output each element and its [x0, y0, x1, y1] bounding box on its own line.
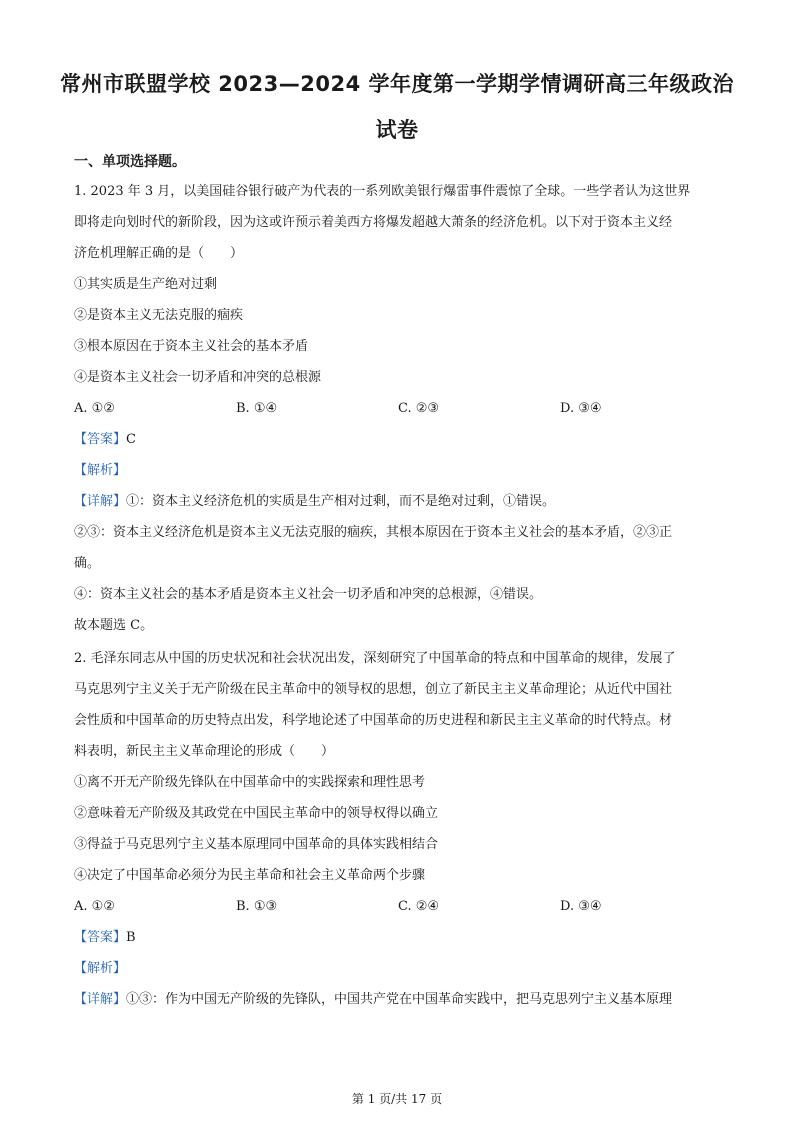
- q2-stem-line: 料表明，新民主主义革命理论的形成（ ）: [74, 744, 335, 759]
- q2-statement: ④决定了中国革命必须分为民主革命和社会主义革命两个步骤: [74, 868, 426, 883]
- q2-stem-line: 会性质和中国革命的历史特点出发，科学地论述了中国革命的历史进程和新民主主义革命的时代特点。材: [74, 713, 673, 728]
- q2-statement: ②意味着无产阶级及其政党在中国民主革命中的领导权得以确立: [74, 806, 439, 821]
- q1-answer: [74, 432, 734, 448]
- q1-stem-line: 即将走向划时代的新阶段，因为这或许预示着美西方将爆发超越大萧条的经济危机。以下对于资本主义经: [74, 215, 673, 230]
- q2-statement: ③得益于马克思列宁主义基本原理同中国革命的具体实践相结合: [74, 837, 439, 852]
- page-title: 常州市联盟学校 2023—2024 学年度第一学期学情调研高三年级政治: [59, 72, 734, 96]
- q2-option-a: A. ①②: [74, 899, 115, 914]
- q1-detail-line: 确。: [74, 556, 101, 571]
- answer-value: C: [126, 432, 136, 447]
- q1-option-b: B. ①④: [236, 401, 278, 416]
- q2-option-c: C. ②④: [398, 899, 440, 914]
- q2-analysis: [74, 961, 734, 977]
- page-title-continued: 试卷: [375, 118, 419, 142]
- answer-tag: 【答案】: [74, 432, 127, 447]
- q1-statement: ②是资本主义无法克服的痼疾: [74, 308, 244, 323]
- q2-statement: ①离不开无产阶级先锋队在中国革命中的实践探索和理性思考: [74, 775, 426, 790]
- q2-detail-line: [74, 992, 734, 1008]
- answer-tag: 【答案】: [74, 930, 127, 945]
- analysis-tag: 【解析】: [74, 961, 127, 976]
- q1-statement: ④是资本主义社会一切矛盾和冲突的总根源: [74, 370, 322, 385]
- detail-tag: 【详解】: [74, 494, 127, 509]
- detail-text: ①③：作为中国无产阶级的先锋队，中国共产党在中国革命实践中，把马克思列宁主义基本原理: [126, 992, 673, 1007]
- q1-statement: ③根本原因在于资本主义社会的基本矛盾: [74, 339, 309, 354]
- q1-analysis: [74, 463, 734, 479]
- q1-detail-line: 故本题选 C。: [74, 618, 154, 633]
- answer-value: B: [126, 930, 136, 945]
- q1-detail-line: [74, 494, 734, 510]
- q1-stem-line: 济危机理解正确的是（ ）: [74, 246, 244, 261]
- q2-stem-line: 马克思列宁主义关于无产阶级在民主革命中的领导权的思想，创立了新民主主义革命理论；从近代中国社: [74, 682, 673, 697]
- q1-detail-line: ④：资本主义社会的基本矛盾是资本主义社会一切矛盾和冲突的总根源，④错误。: [74, 587, 543, 602]
- page-footer: 第 1 页/共 17 页: [351, 1092, 443, 1106]
- detail-text: ①：资本主义经济危机的实质是生产相对过剩，而不是绝对过剩，①错误。: [126, 494, 556, 509]
- q1-detail-line: ②③：资本主义经济危机是资本主义无法克服的痼疾，其根本原因在于资本主义社会的基本矛盾，②③正: [74, 525, 673, 540]
- q2-option-b: B. ①③: [236, 899, 278, 914]
- q1-option-c: C. ②③: [398, 401, 440, 416]
- detail-tag: 【详解】: [74, 992, 127, 1007]
- analysis-tag: 【解析】: [74, 463, 127, 478]
- q2-stem-line: 2. 毛泽东同志从中国的历史状况和社会状况出发，深刻研究了中国革命的特点和中国革命的规律，发展了: [74, 651, 676, 666]
- q1-statement: ①其实质是生产绝对过剩: [74, 277, 218, 292]
- q1-stem-line: 1. 2023 年 3 月，以美国硅谷银行破产为代表的一系列欧美银行爆雷事件震惊了全球。一些学者认为这世界: [74, 184, 691, 199]
- q2-answer: [74, 930, 734, 946]
- q1-option-d: D. ③④: [560, 401, 602, 416]
- q1-option-a: A. ①②: [74, 401, 115, 416]
- q2-option-d: D. ③④: [560, 899, 602, 914]
- section-heading: 一、单项选择题。: [74, 154, 186, 170]
